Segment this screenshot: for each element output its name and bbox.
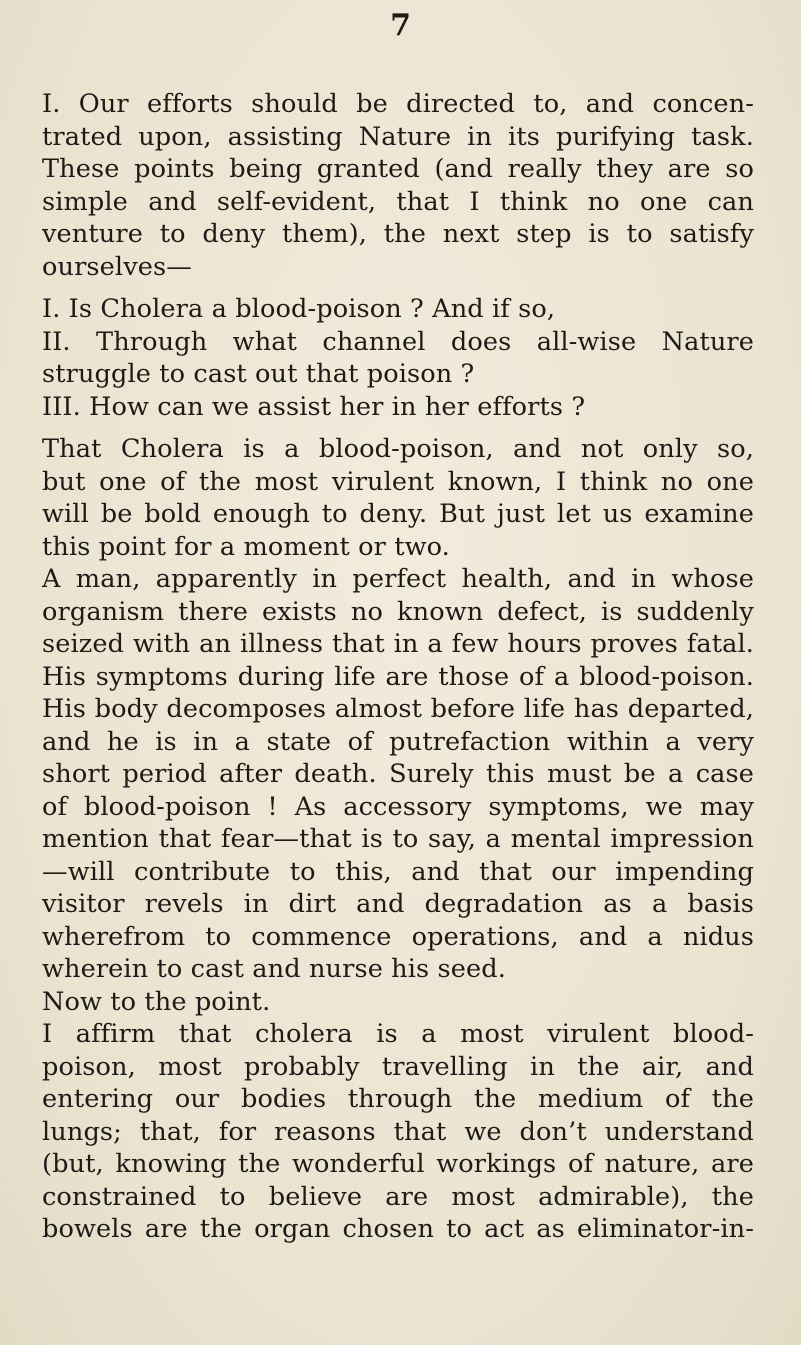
- text-line: These points being granted (and really they are so: [42, 154, 754, 184]
- paragraph-gap: [42, 283, 754, 293]
- text-line: wherefrom to commence operations, and a nidus: [42, 921, 754, 952]
- text-line: entering our bodies through the medium of the: [42, 1084, 754, 1114]
- text-line: and he is in a state of putrefaction within a very: [42, 726, 754, 757]
- text-line: His symptoms during life are those of a blood-poison.: [42, 661, 754, 692]
- text-line: venture to deny them), the next step is to satisfy: [42, 219, 754, 249]
- text-line: I affirm that cholera is a most virulent blood-: [42, 1019, 754, 1049]
- text-line: struggle to cast out that poison ?: [42, 359, 475, 389]
- text-line: A man, apparently in perfect health, and in whose: [42, 564, 754, 594]
- text-line: mention that fear—that is to say, a mental impression: [42, 824, 754, 854]
- text-line: wherein to cast and nurse his seed.: [42, 954, 506, 984]
- text-line: organism there exists no known defect, is suddenly: [42, 596, 754, 627]
- text-line: His body decomposes almost before life has departed,: [42, 694, 754, 724]
- text-line: bowels are the organ chosen to act as eliminator-in-: [42, 1214, 754, 1244]
- text-line: will be bold enough to deny. But just let us examine: [42, 499, 754, 529]
- text-line: constrained to believe are most admirable), the: [42, 1181, 754, 1212]
- text-line: III. How can we assist her in her efforts ?: [42, 391, 586, 422]
- text-line: ourselves—: [42, 251, 192, 282]
- page-number: 7: [390, 8, 411, 43]
- text-line: trated upon, assisting Nature in its purifying task.: [42, 121, 754, 152]
- paragraph-gap: [42, 423, 754, 433]
- text-line: II. Through what channel does all-wise Nature: [42, 326, 754, 357]
- text-line: short period after death. Surely this must be a case: [42, 759, 754, 789]
- text-line: I. Our efforts should be directed to, and concen-: [42, 89, 754, 119]
- text-line: That Cholera is a blood-poison, and not only so,: [42, 434, 754, 464]
- text-line: seized with an illness that in a few hours proves fatal.: [42, 629, 754, 659]
- body-text: [42, 88, 754, 1246]
- text-line: simple and self-evident, that I think no one can: [42, 186, 754, 217]
- text-line: (but, knowing the wonderful workings of nature, are: [42, 1149, 754, 1179]
- text-line: I. Is Cholera a blood-poison ? And if so,: [42, 294, 556, 324]
- text-line: but one of the most virulent known, I think no one: [42, 466, 754, 497]
- text-line: lungs; that, for reasons that we don’t understand: [42, 1116, 754, 1147]
- text-line: this point for a moment or two.: [42, 531, 450, 562]
- text-line: Now to the point.: [42, 986, 271, 1017]
- text-line: —will contribute to this, and that our impending: [42, 856, 754, 887]
- text-line: of blood-poison ! As accessory symptoms, we may: [42, 791, 754, 822]
- text-line: poison, most probably travelling in the air, and: [42, 1051, 754, 1082]
- text-line: visitor revels in dirt and degradation as a basis: [42, 889, 754, 919]
